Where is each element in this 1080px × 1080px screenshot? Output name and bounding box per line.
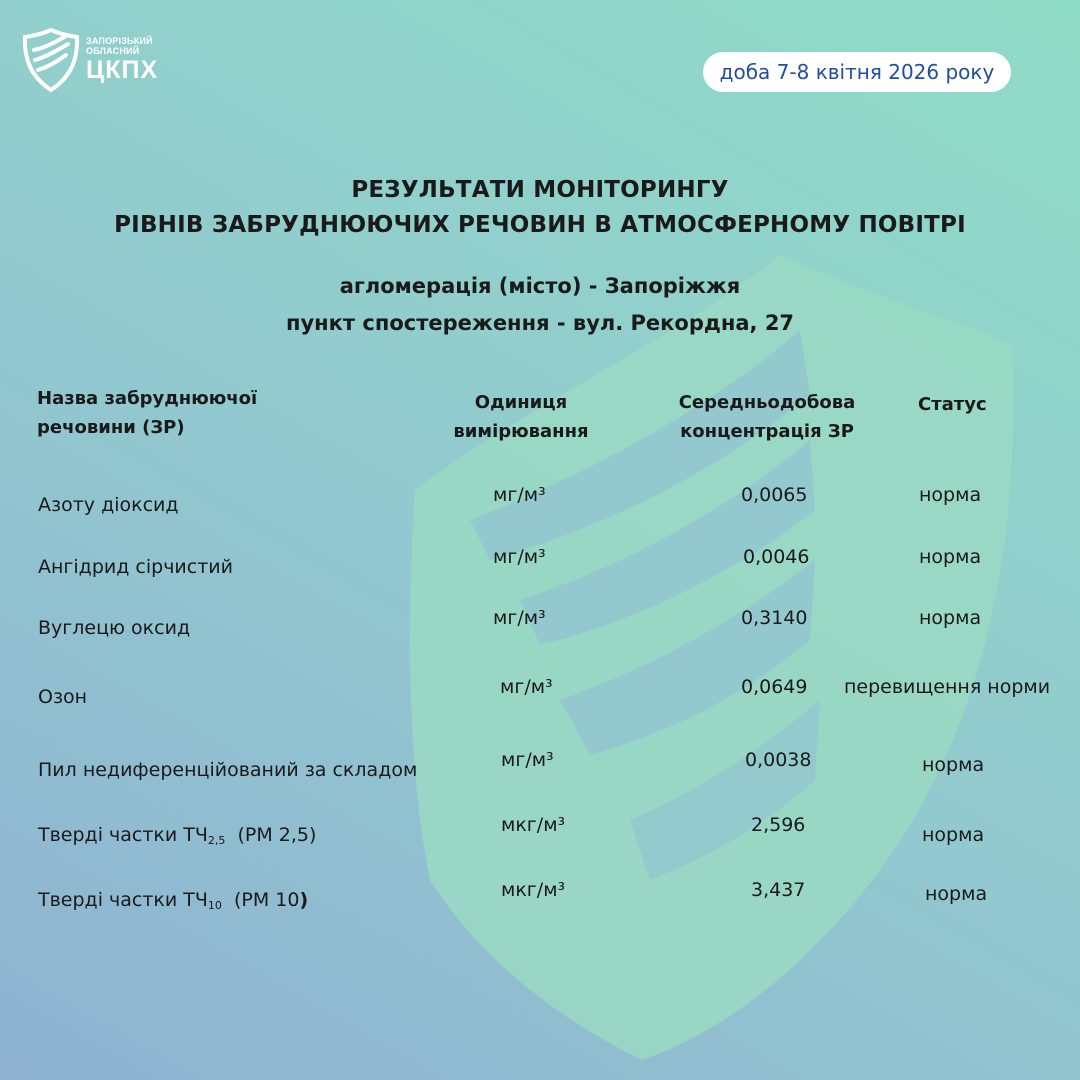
status-cell: норма (922, 824, 985, 846)
table-row (0, 675, 1080, 715)
logo-line-1: ЗАПОРІЗЬКИЙ (86, 36, 153, 46)
substance-name-text: Азоту діоксид (38, 494, 179, 516)
substance-name-text: Ангідрид сірчистий (38, 556, 233, 578)
substance-name-text: Тверді частки ТЧ (38, 824, 208, 846)
header-concentration-line-1: Середньодобова (678, 392, 856, 413)
substance-name-text: Тверді частки ТЧ (38, 889, 208, 911)
substance-name (38, 758, 417, 782)
table-row (0, 483, 1080, 523)
location-info (0, 268, 1080, 342)
status-cell: норма (919, 546, 982, 568)
unit-cell: мг/м³ (493, 607, 546, 629)
table-row (0, 748, 1080, 788)
header-substance-line-2: речовини (ЗР) (37, 417, 185, 438)
header-concentration (667, 388, 867, 446)
substance-name-text: Озон (38, 686, 88, 708)
concentration-cell: 0,0649 (741, 676, 808, 698)
date-badge: доба 7-8 квітня 2026 року (703, 52, 1011, 92)
concentration-cell: 2,596 (751, 814, 806, 836)
table-row (0, 545, 1080, 585)
table-row (0, 813, 1080, 853)
substance-name-paren: ) (299, 889, 309, 911)
shield-logo-icon (22, 28, 80, 92)
header-unit-line-1: Одиниця (474, 392, 568, 413)
header-unit (446, 388, 596, 446)
unit-cell: мг/м³ (493, 546, 546, 568)
concentration-cell: 3,437 (751, 879, 806, 901)
page-title-line-2: РІВНІВ ЗАБРУДНЮЮЧИХ РЕЧОВИН В АТМОСФЕРНОМУ ПОВІТРІ (114, 212, 966, 238)
concentration-cell: 0,0065 (741, 484, 808, 506)
concentration-cell: 0,0038 (745, 749, 812, 771)
substance-name (38, 685, 87, 709)
substance-name (38, 616, 190, 640)
substance-name-subscript: 10 (207, 899, 222, 912)
unit-cell: мг/м³ (493, 484, 546, 506)
header-substance-line-1: Назва забруднюючої (37, 388, 258, 409)
status-cell: норма (919, 607, 982, 629)
substance-name (38, 555, 233, 579)
substance-name-pm: (PM 2,5) (237, 824, 317, 846)
unit-cell: мг/м³ (500, 676, 553, 698)
logo (22, 28, 158, 92)
concentration-cell: 0,3140 (741, 607, 808, 629)
page-title-line-1: РЕЗУЛЬТАТИ МОНІТОРИНГУ (351, 177, 729, 203)
substance-name (38, 888, 308, 918)
logo-text (86, 36, 158, 84)
agglomeration-label: агломерація (місто) - Запоріжжя (339, 274, 741, 298)
table-row (0, 606, 1080, 646)
substance-name (38, 823, 316, 853)
status-cell: норма (922, 754, 985, 776)
observation-point-label: пункт спостереження - вул. Рекордна, 27 (285, 311, 795, 335)
unit-cell: мг/м³ (501, 749, 554, 771)
substance-name-pm: (PM 10 (233, 889, 300, 911)
status-cell: перевищення норми (844, 676, 1051, 698)
table-row (0, 878, 1080, 918)
substance-name-text: Пил недиференційований за складом (38, 759, 418, 781)
unit-cell: мкг/м³ (501, 879, 566, 901)
substance-name-subscript: 2,5 (207, 834, 226, 847)
header-concentration-line-2: концентрація ЗР (680, 421, 854, 442)
header-status: Статус (918, 394, 987, 415)
unit-cell: мкг/м³ (501, 814, 566, 836)
page-title (0, 173, 1080, 243)
header-substance (37, 384, 257, 442)
concentration-cell: 0,0046 (743, 546, 810, 568)
logo-name: ЦКПХ (86, 56, 159, 84)
substance-name (38, 493, 179, 517)
logo-line-2: ОБЛАСНИЙ (86, 46, 140, 56)
status-cell: норма (925, 883, 988, 905)
substance-name-text: Вуглецю оксид (38, 617, 191, 639)
header-unit-line-2: вимірювання (453, 421, 589, 442)
status-cell: норма (919, 484, 982, 506)
